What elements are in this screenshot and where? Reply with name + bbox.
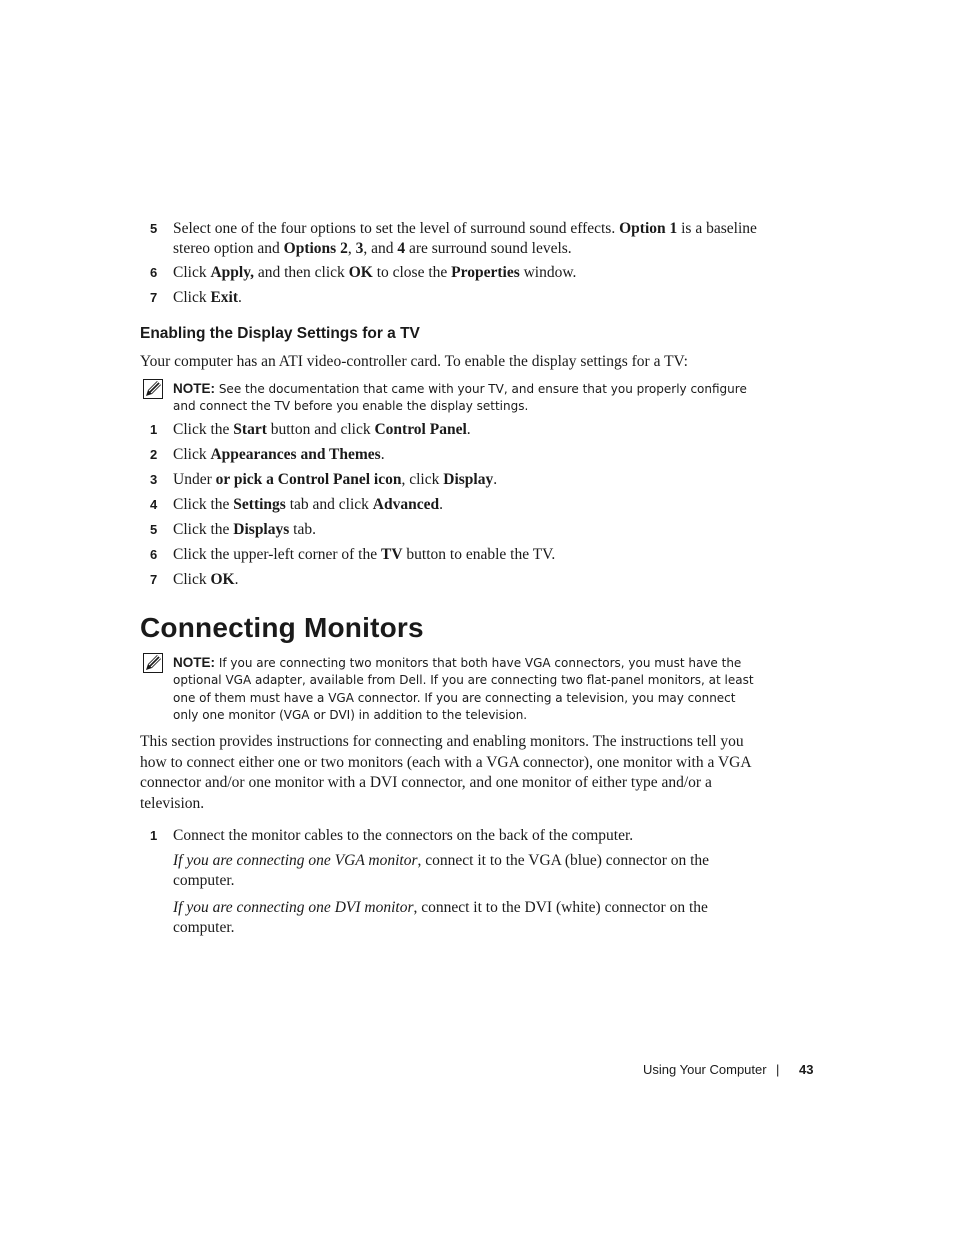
step-number: 1 xyxy=(150,422,158,437)
step-number: 3 xyxy=(150,472,158,487)
footer-section-name: Using Your Computer xyxy=(643,1062,767,1077)
step-number: 6 xyxy=(150,547,158,562)
note-pencil-icon xyxy=(143,379,163,399)
page-section-title: Connecting Monitors xyxy=(140,612,424,643)
section-heading-tv: Enabling the Display Settings for a TV xyxy=(140,325,420,342)
step-text: Click the Displays tab. xyxy=(173,521,316,538)
note-monitors: NOTE: If you are connecting two monitors that both have VGA connectors, you must have the optional VGA adapter, available from Dell. If you are connecting two flat-panel monitors, at least one of them must have a VGA connector. If you are connecting a television, you may connect only one monitor (VGA or DVI) in addition to the television. xyxy=(173,655,754,722)
step-number: 2 xyxy=(150,447,158,462)
note-tv: NOTE: See the documentation that came with your TV, and ensure that you properly configure and connect the TV before you enable the display settings. xyxy=(173,381,747,414)
step-text: Connect the monitor cables to the connectors on the back of the computer. xyxy=(173,827,634,844)
page-number: 43 xyxy=(799,1062,814,1077)
step-text: Click Apply, and then click OK to close the Properties window. xyxy=(173,264,577,281)
note-pencil-icon xyxy=(143,653,163,673)
step-number: 7 xyxy=(150,290,158,305)
dvi-instruction: If you are connecting one DVI monitor, connect it to the DVI (white) connector on the computer. xyxy=(173,899,708,936)
step-text: Select one of the four options to set the level of surround sound effects. Option 1 is a baseline stereo option and Options 2, 3, and 4 are surround sound levels. xyxy=(173,220,757,257)
step-number: 5 xyxy=(150,221,158,236)
step-text: Click Appearances and Themes. xyxy=(173,446,385,463)
step-number: 4 xyxy=(150,497,158,512)
step-text: Click Exit. xyxy=(173,289,242,306)
step-number: 6 xyxy=(150,265,158,280)
step-text: Click the upper-left corner of the TV button to enable the TV. xyxy=(173,546,556,563)
footer-separator: | xyxy=(776,1062,780,1077)
step-number: 5 xyxy=(150,522,158,537)
monitors-intro: This section provides instructions for connecting and enabling monitors. The instructions tell you how to connect either one or two monitors (each with a VGA connector), one monitor with a VGA connector and/or one monitor with a DVI connector, and one monitor of either type and/or a television. xyxy=(140,733,751,812)
step-text: Click the Start button and click Control Panel. xyxy=(173,421,471,438)
tv-intro: Your computer has an ATI video-controller card. To enable the display settings for a TV: xyxy=(140,353,688,370)
step-number: 1 xyxy=(150,828,158,843)
step-text: Click OK. xyxy=(173,571,239,588)
step-number: 7 xyxy=(150,572,158,587)
vga-instruction: If you are connecting one VGA monitor, connect it to the VGA (blue) connector on the computer. xyxy=(173,852,710,889)
step-text: Click the Settings tab and click Advanced. xyxy=(173,496,443,513)
step-text: Under or pick a Control Panel icon, click Display. xyxy=(173,471,498,488)
